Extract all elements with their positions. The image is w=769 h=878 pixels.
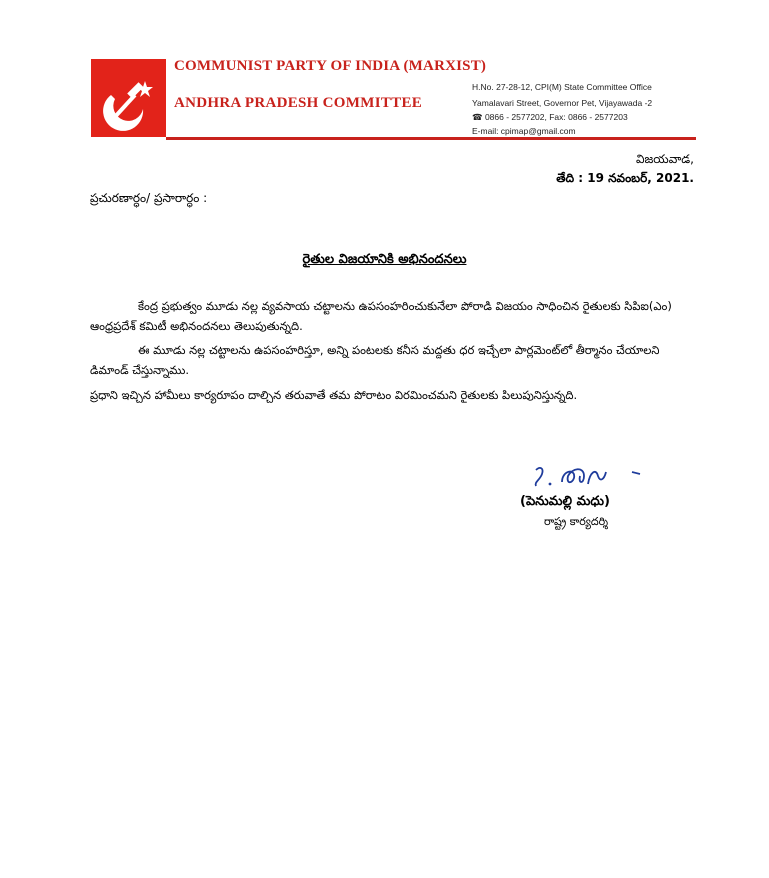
party-logo — [91, 59, 166, 137]
phone-fax-line: ☎ 0866 - 2577202, Fax: 0866 - 2577203 — [472, 112, 628, 122]
org-name: COMMUNIST PARTY OF INDIA (MARXIST) — [174, 58, 487, 74]
letterhead-divider — [166, 137, 696, 140]
address-line: Yamalavari Street, Governor Pet, Vijayawada -2 — [472, 98, 653, 108]
letter-place: విజయవాడ, — [635, 152, 694, 166]
letter-heading: రైతుల విజయానికి అభినందనలు — [302, 252, 467, 267]
handwritten-signature — [532, 462, 652, 492]
for-publication-label: ప్రచురణార్ధం/ ప్రసారార్ధం : — [90, 191, 208, 205]
signatory-name: (పెనుమల్లి మధు) — [520, 494, 610, 509]
paragraph: కేంద్ర ప్రభుత్వం మూడు నల్ల వ్యవసాయ చట్టాలను ఉపసంహరించుకునేలా పోరాడి విజయం సాధించిన రైతులకు సిపిఐ(ఎం) ఆంధ్రప్రదేశ్ కమిటీ అభినందనలు తెలుపుతున్నది. — [90, 299, 672, 333]
address-line: H.No. 27-28-12, CPI(M) State Committee Office — [472, 82, 652, 92]
committee-name: ANDHRA PRADESH COMMITTEE — [174, 95, 423, 111]
paragraph: ప్రధాని ఇచ్చిన హామీలు కార్యరూపం దాల్చిన తరువాతే తమ పోరాటం విరమించమని రైతులకు పిలుపునిస్తున్నది. — [90, 388, 578, 402]
signatory-title: రాష్ట్ర కార్యదర్శి — [544, 515, 609, 528]
email-line: E-mail: cpimap@gmail.com — [472, 126, 576, 136]
paragraph: ఈ మూడు నల్ల చట్టాలను ఉపసంహరిస్తూ, అన్ని పంటలకు కనీస మద్దతు ధర ఇచ్చేలా పార్లమెంట్‌లో తీర్మానం చేయాలని డిమాండ్ చేస్తున్నాము. — [90, 343, 660, 377]
letter-date: తేది : 19 నవంబర్, 2021. — [556, 171, 694, 185]
hammer-sickle-star-icon — [91, 59, 166, 137]
